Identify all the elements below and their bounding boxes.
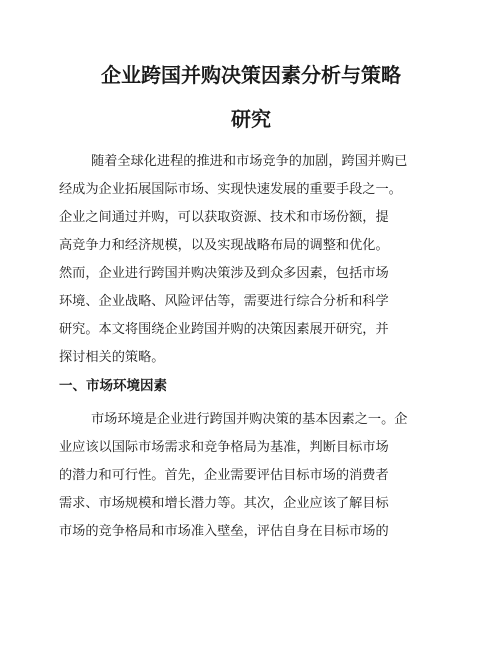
intro-line-5: 然而，企业进行跨国并购决策涉及到众多因素，包括市场: [59, 266, 389, 281]
document-title-line-1: 企业跨国并购决策因素分析与策略: [101, 63, 401, 87]
intro-line-8: 探讨相关的策略。: [59, 350, 165, 365]
section1-line-3: 的潜力和可行性。首先，企业需要评估目标市场的消费者: [59, 468, 389, 483]
intro-line-6: 环境、企业战略、风险评估等，需要进行综合分析和科学: [59, 294, 389, 309]
document-title-line-2: 研究: [231, 107, 271, 131]
intro-line-7: 研究。本文将围绕企业跨国并购的决策因素展开研究，并: [59, 322, 389, 337]
section-heading-market-environment: 一、市场环境因素: [59, 378, 167, 394]
intro-line-3: 企业之间通过并购，可以获取资源、技术和市场份额，提: [59, 210, 389, 225]
intro-line-2: 经成为企业拓展国际市场、实现快速发展的重要手段之一。: [59, 182, 402, 197]
section1-line-5: 市场的竞争格局和市场准入壁垒，评估自身在目标市场的: [59, 524, 389, 539]
section1-line-4: 需求、市场规模和增长潜力等。其次，企业应该了解目标: [59, 496, 389, 511]
intro-line-1: 随着全球化进程的推进和市场竞争的加剧，跨国并购已: [91, 154, 408, 169]
section1-line-2: 业应该以国际市场需求和竞争格局为基准，判断目标市场: [59, 440, 389, 455]
section1-line-1: 市场环境是企业进行跨国并购决策的基本因素之一。企: [91, 412, 408, 427]
intro-line-4: 高竞争力和经济规模，以及实现战略布局的调整和优化。: [59, 238, 389, 253]
